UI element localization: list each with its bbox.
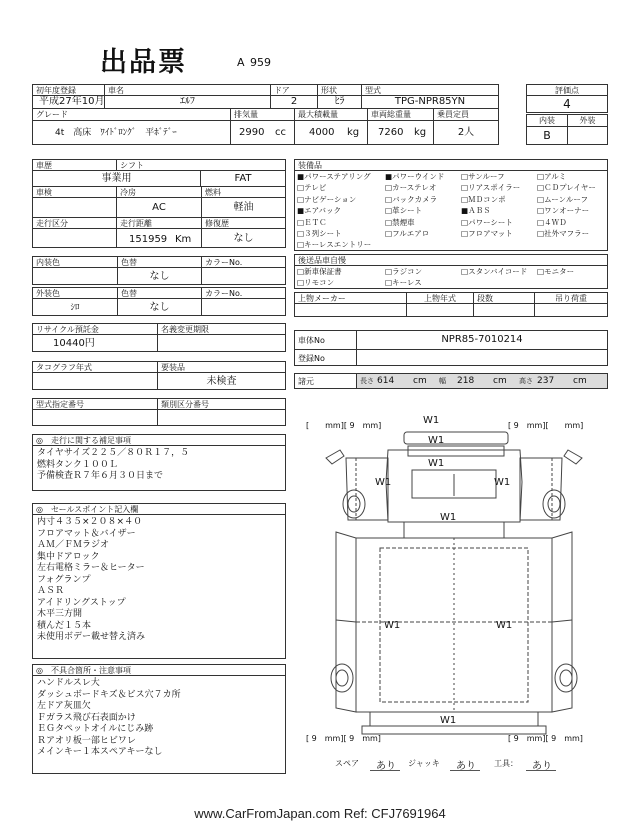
max-load-value: 4000 xyxy=(309,127,335,138)
model-value: TPG-NPR85YN xyxy=(394,96,466,107)
category-no-label: 類別区分番号 xyxy=(161,400,209,409)
travel-notes-label: 走行に関する補足事項 xyxy=(50,436,131,445)
ext-no-value-cell xyxy=(201,298,286,316)
frame-label-cell xyxy=(294,330,357,350)
equipment-item: □カーステレオ xyxy=(385,183,437,193)
displacement-label: 排気量 xyxy=(234,110,258,119)
equipment-item: □ＥＴＣ xyxy=(297,217,327,227)
category-no-value-cell xyxy=(157,409,286,426)
footer-bar xyxy=(0,801,640,827)
capacity-label: 乗員定員 xyxy=(437,110,469,119)
spare-underline xyxy=(370,770,400,771)
grade-label: グレード xyxy=(36,110,68,119)
gross-weight-value-cell xyxy=(367,120,434,145)
ext-no-label: カラーNo. xyxy=(205,289,243,298)
frame-value: NPR85-7010214 xyxy=(441,334,523,345)
score-label: 評価点 xyxy=(555,86,579,95)
mileage-label: 走行距離 xyxy=(120,219,152,228)
repair-value-cell xyxy=(201,228,286,248)
model-value-cell xyxy=(361,95,499,109)
int-no-label: カラーNo. xyxy=(205,258,243,267)
exterior-label: 外装 xyxy=(579,116,596,125)
ext-color-label: 外装色 xyxy=(36,289,60,298)
travel-notes-text: タイヤサイズ２２５／８０Ｒ１７，５ 燃料タンク１００Ｌ 予備検査Ｒ７年６月３０日まで xyxy=(37,448,190,481)
jack-value: あり xyxy=(456,761,476,772)
equipment-item: □リアスポイラー xyxy=(461,183,521,193)
bullet-icon: ◎ xyxy=(36,436,51,445)
int-color-label: 内装色 xyxy=(36,258,60,267)
equipment-item: □ＭＤコンポ xyxy=(461,194,506,204)
equipment-item: □ナビゲーション xyxy=(297,194,357,204)
exterior-value-cell xyxy=(567,126,608,145)
shift-label: シフト xyxy=(120,161,144,170)
equipment-item: ■ＡＢＳ xyxy=(461,206,491,216)
score-value-cell xyxy=(526,95,608,113)
reg-value-cell xyxy=(356,349,608,366)
int-tone-label: 色替 xyxy=(121,258,137,267)
gross-weight-label: 車両総重量 xyxy=(371,110,411,119)
steps-label: 段数 xyxy=(477,294,493,303)
equipment-item: □ラジコン xyxy=(385,267,423,276)
equipment-item: □キーレスエントリー xyxy=(297,240,372,250)
defect-notes-text: ハンドルスレ大 ダッシュボードキズ＆ビス穴７カ所 左ドア灰皿欠 Ｆガラス飛び石表面かけ ＥＧタペットオイルにじみ跡 Ｒアオリ板一部ヒビワレ メインキー１本スペアキーなし xyxy=(37,678,181,757)
first-reg-value: 平成27年10月 xyxy=(39,96,105,107)
defect-notes-box xyxy=(32,675,286,774)
lot-label: A xyxy=(237,56,245,69)
shift-value: FAT xyxy=(234,173,252,184)
model-no-label: 型式指定番号 xyxy=(36,400,84,409)
max-load-value-cell xyxy=(294,120,368,145)
upper-year-label: 上物年式 xyxy=(424,294,456,303)
footer-watermark: www.CarFromJapan.com Ref: CFJ7691964 xyxy=(194,806,446,821)
damage-mark-bed-front: W1 xyxy=(440,512,457,523)
shift-value-cell xyxy=(200,170,286,187)
ext-tone-label: 色替 xyxy=(121,289,137,298)
mileage-unit: Km xyxy=(175,234,192,245)
height-unit: cm xyxy=(573,376,587,386)
equipment-item: □テレビ xyxy=(297,183,327,193)
steps-value-cell xyxy=(473,303,535,317)
fuel-value-cell xyxy=(201,197,286,218)
grade-value-cell xyxy=(32,120,231,145)
sales-notes-box xyxy=(32,514,286,659)
equipment-item: □ＣＤプレイヤー xyxy=(537,183,596,193)
damage-mark-left-gate: W1 xyxy=(384,620,401,631)
name-change-value-cell xyxy=(157,334,286,352)
damage-mark-right-gate: W1 xyxy=(496,620,513,631)
bullet-icon: ◎ xyxy=(36,505,51,514)
damage-mark-left-door: W1 xyxy=(375,477,392,488)
name-value-cell xyxy=(104,95,271,109)
equipment-item: □フロアマット xyxy=(461,229,513,238)
capacity-value-cell xyxy=(433,120,499,145)
bullet-icon: ◎ xyxy=(36,666,51,675)
tire-depth-rear-right: [ 9 mm][ 9 mm] xyxy=(508,734,583,743)
upper-year-value-cell xyxy=(406,303,474,317)
max-load-unit: kg xyxy=(347,127,360,138)
ext-color-value-cell xyxy=(32,298,118,316)
equipment-item: □パワーシート xyxy=(461,217,513,227)
jack-underline xyxy=(450,770,480,771)
spare-label: スペア xyxy=(335,759,359,768)
repair-label: 修復歴 xyxy=(205,219,229,228)
length-label: 長さ xyxy=(360,377,374,385)
max-load-label: 最大積載量 xyxy=(298,110,338,119)
equipment-item: ■パワーウインド xyxy=(385,172,445,181)
interior-label: 内装 xyxy=(539,116,555,125)
upper-maker-label: 上物メーカー xyxy=(298,294,346,303)
ext-tone-value: なし xyxy=(149,302,170,313)
equipment-item: □３列シート xyxy=(297,229,342,238)
history-value: 事業用 xyxy=(101,173,132,184)
history-label: 車歴 xyxy=(36,161,52,170)
equipment-item: □サンルーフ xyxy=(461,172,505,181)
mileage-value-cell xyxy=(116,228,202,248)
travel-class-value-cell xyxy=(32,228,117,248)
fuel-label: 燃料 xyxy=(205,188,221,197)
damage-mark-hood: W1 xyxy=(428,458,445,469)
jack-label: ジャッキ xyxy=(408,759,440,768)
name-change-label: 名義変更期限 xyxy=(161,325,209,334)
shape-value: ﾋﾗ xyxy=(334,96,345,107)
equipment-item: □スタンバイコード xyxy=(461,267,528,276)
equipment-label: 装備品 xyxy=(298,161,322,170)
deposit-label: リサイクル預託金 xyxy=(36,325,99,334)
shape-label: 形状 xyxy=(321,86,337,95)
width-label: 幅 xyxy=(439,377,446,385)
model-no-value-cell xyxy=(32,409,158,426)
equipment-item: □モニター xyxy=(537,267,575,276)
equipment-item: □キーレス xyxy=(385,278,422,288)
tacho-cal-value-cell xyxy=(157,372,286,390)
length-unit: cm xyxy=(413,376,427,386)
doors-label: ドア xyxy=(274,86,290,95)
equipment-item: □４ＷＤ xyxy=(537,217,567,227)
damage-mark-rear-gate: W1 xyxy=(440,715,457,726)
ac-value-cell xyxy=(116,197,202,218)
fuel-value: 軽油 xyxy=(233,202,254,213)
lot-number: 959 xyxy=(250,56,271,69)
ext-color-value: ｼﾛ xyxy=(70,303,80,313)
hoist-value-cell xyxy=(534,303,608,317)
tools-label: 工具： xyxy=(494,759,518,768)
sales-notes-label: セールスポイント記入欄 xyxy=(50,505,139,514)
upper-maker-value-cell xyxy=(294,303,407,317)
tire-depth-front-left: [ mm][ 9 mm] xyxy=(306,421,382,430)
equipment-item: □フルエアロ xyxy=(385,229,430,238)
capacity-value: 2人 xyxy=(457,127,475,138)
displacement-value: 2990 xyxy=(239,127,265,138)
dims-label: 諸元 xyxy=(298,377,314,386)
int-tone-value-cell xyxy=(117,267,202,285)
ac-label: 冷房 xyxy=(120,188,136,197)
gross-weight-value: 7260 xyxy=(378,127,404,138)
tools-value: あり xyxy=(532,761,552,772)
tacho-value-cell xyxy=(32,372,158,390)
inspection-label: 車検 xyxy=(36,188,52,197)
equipment-item: □バックカメラ xyxy=(385,194,438,204)
width-unit: cm xyxy=(493,376,507,386)
doors-value-cell xyxy=(270,95,318,109)
first-reg-label: 初年度登録 xyxy=(36,86,76,95)
frame-value-cell xyxy=(356,330,608,350)
ext-tone-value-cell xyxy=(117,298,202,316)
grade-value: 4t 高床 ﾜｲﾄﾞﾛﾝｸﾞ 平ﾎﾞﾃﾞｰ xyxy=(55,128,177,138)
deposit-value-cell xyxy=(32,334,158,352)
after-label: 後送品車自慢 xyxy=(298,256,346,265)
interior-value: B xyxy=(543,129,551,142)
damage-mark-windshield: W1 xyxy=(428,435,445,446)
equipment-item: □アルミ xyxy=(537,172,567,181)
first-reg-value-cell xyxy=(32,95,105,109)
defect-notes-label: 不具合箇所・注意事項 xyxy=(50,666,131,675)
height-label: 高さ xyxy=(519,377,533,385)
length-value: 614 xyxy=(377,376,395,386)
mileage-value: 151959 xyxy=(129,234,168,245)
after-grid xyxy=(294,265,608,289)
damage-mark-front-bumper: W1 xyxy=(423,415,440,426)
score-value: 4 xyxy=(563,97,571,111)
sales-notes-text: 内寸４３５×２０８×４０ フロアマット＆バイザー ＡＭ／ＦＭラジオ 集中ドアロック 左右電格ミラー＆ヒーター フォグランプ ＡＳＲ アイドリングストップ 木平三方開 積んだ１５本 未使用ボデー載せ替え済み xyxy=(37,517,146,642)
tire-depth-front-right: [ 9 mm][ mm] xyxy=(508,421,584,430)
tire-depth-rear-left: [ 9 mm][ 9 mm] xyxy=(306,734,381,743)
name-value: ｴﾙﾌ xyxy=(180,96,195,107)
dims-label-cell xyxy=(294,373,357,389)
tools-underline xyxy=(526,770,556,771)
equipment-grid xyxy=(294,170,608,251)
equipment-item: ■パワーステアリング xyxy=(297,172,371,181)
damage-mark-right-door: W1 xyxy=(494,477,511,488)
equipment-item: □ワンオーナー xyxy=(537,206,590,216)
inspection-value-cell xyxy=(32,197,117,218)
equipment-item: □リモコン xyxy=(297,278,335,288)
gross-weight-unit: kg xyxy=(414,127,427,138)
tacho-label: タコグラフ年式 xyxy=(36,363,92,372)
model-label: 型式 xyxy=(365,86,381,95)
page-title: 出品票 xyxy=(100,47,187,78)
int-no-value-cell xyxy=(201,267,286,285)
reg-label-cell xyxy=(294,349,357,366)
equipment-item: □禁煙車 xyxy=(385,217,415,227)
equipment-item: □ムーンルーフ xyxy=(537,194,588,204)
equipment-item: □社外マフラー xyxy=(537,229,590,238)
spare-value: あり xyxy=(376,761,396,772)
deposit-value: 10440円 xyxy=(53,338,95,349)
dims-value-cell xyxy=(356,373,608,389)
travel-class-label: 走行区分 xyxy=(36,219,68,228)
repair-value: なし xyxy=(233,233,254,244)
history-value-cell xyxy=(32,170,201,187)
height-value: 237 xyxy=(537,376,555,386)
travel-notes-box xyxy=(32,445,286,491)
hoist-label: 吊り荷重 xyxy=(555,294,587,303)
name-label: 車名 xyxy=(108,86,124,95)
tacho-cal-value: 未検査 xyxy=(206,376,237,387)
equipment-item: ■エアバック xyxy=(297,206,341,216)
shape-value-cell xyxy=(317,95,362,109)
truck-outline-diagram xyxy=(296,412,612,747)
interior-value-cell xyxy=(526,126,568,145)
displacement-value-cell xyxy=(230,120,295,145)
tacho-cal-label: 要装品 xyxy=(161,363,185,372)
int-color-value-cell xyxy=(32,267,118,285)
equipment-item: □新車保証書 xyxy=(297,267,342,276)
reg-label: 登録No xyxy=(298,354,325,363)
equipment-item: □革シート xyxy=(385,206,423,216)
ac-value: AC xyxy=(152,202,166,213)
width-value: 218 xyxy=(457,376,475,386)
int-tone-value: なし xyxy=(149,271,170,282)
frame-label: 車体No xyxy=(298,336,325,345)
doors-value: 2 xyxy=(290,96,298,107)
displacement-unit: cc xyxy=(275,127,286,138)
